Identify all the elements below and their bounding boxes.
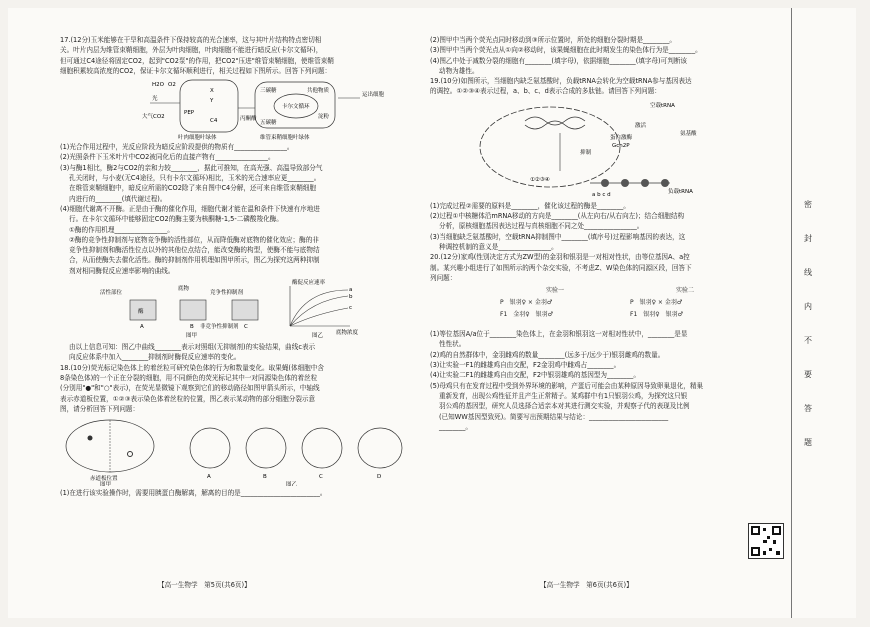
qr-code-pattern (749, 524, 783, 558)
seal-char: 封 (804, 234, 812, 243)
left-column (60, 35, 412, 498)
q18-cont-line: (3)图甲中当两个荧光点从①向②移动时，该果蝇细胞在此时期发生的染色体行为是________。 (430, 46, 702, 55)
label-cell-A: A (207, 474, 211, 481)
exp2-title: 实验二 (675, 287, 694, 295)
label-c5: 五碳糖 (260, 120, 277, 127)
enzyme-inhibitor-diagram (60, 278, 412, 340)
label-activate: 激活 (635, 122, 647, 129)
label-cell-B: B (263, 474, 267, 481)
q18-intro-line: 18.(10分)荧光标记染色体上的着丝粒可研究染色体的行为和数量变化。取果蝇(体细胞中含 (60, 363, 324, 372)
label-substrate-conc: 底物浓度 (336, 330, 359, 337)
label-gcn2p: Gcn2P (612, 142, 630, 149)
q20-question-line: (1)等位基因A/a位于________染色体上，在金羽和银羽这一对相对性状中，________是显 (430, 330, 688, 339)
q20-question-line: 性性状。 (439, 340, 466, 349)
q20-intro-line: 20.(12分)家鸡(性别决定方式为ZW型)的金羽和银羽是一对相对性状，由等位基因A、a控 (430, 253, 690, 262)
q17-question-line: ②酶的竞争性抑制剂与底物竞争酶的活性部位，从而降低酶对底物的催化效应；酶的非 (69, 235, 319, 244)
label-light: 光 (152, 96, 158, 103)
label-o2: O2 (168, 82, 176, 89)
c4-pathway-diagram (60, 78, 412, 140)
label-h2o: H2O (152, 82, 164, 89)
seal-char: 线 (804, 268, 812, 277)
q17-intro-line: 17.(12分)玉米能够在干旱和高温条件下保持较高的光合速率，这与其叶片结构特点密切相 (60, 36, 322, 44)
label-inhibit: 抑制 (580, 149, 592, 156)
right-column (430, 35, 785, 432)
label-export: 运出细胞 (362, 92, 385, 99)
exp1-parents: P 银羽♀ × 金羽♂ (500, 299, 553, 307)
q19-question-line: (3)当细胞缺乏氨基酸时，空载tRNA抑制图中________(填序号)过程影响基因的表达，这 (430, 232, 686, 241)
q20-intro-line: 制。某兴趣小组进行了如图所示的两个杂交实验，不考虑Z、W染色体的同源区段，回答下 (430, 263, 692, 272)
q20-question-line: ________。 (439, 422, 472, 431)
q20-question-line: (4)让实验二F1的雌雄鸡自由交配，F2中银羽雄鸡的基因型为________。 (430, 371, 640, 380)
seal-char: 题 (804, 438, 812, 447)
label-loaded-trna: 负载tRNA (668, 188, 693, 195)
label-active-site: 活性部位 (100, 290, 123, 297)
caption-bundle-sheath: 维管束鞘细胞叶绿体 (260, 135, 310, 141)
label-equatorial-plate: 赤道板位置 (90, 476, 118, 483)
q17-question-line: (2)光照条件下玉米叶片中CO2被同化后的直接产物有________________。 (60, 153, 275, 162)
q20-question-line: (5)母鸡只有在发育过程中受到外界环境的影响，产蛋后可能会由某种原因导致卵巢退化，精巢 (430, 381, 704, 390)
label-kinase: 蛋白激酶 (610, 134, 633, 141)
q17-intro-line: 细胞积累较高浓度的CO2，保证卡尔文循环顺利进行，相关过程如下图所示。回答下列问题： (60, 66, 332, 75)
q19-gene-expression-figure (430, 99, 785, 199)
question-19 (430, 76, 785, 252)
q17-tail-line: 向反应体系中加入________抑制剂时酶促反应速率的变化。 (69, 353, 241, 362)
q17-intro-line: 但可通过C4途径将固定CO2，起到"CO2泵"的作用，把CO2"压进"维管束鞘细胞，使维管束鞘 (60, 56, 334, 65)
curve-b-label: b (349, 294, 353, 301)
q17-question-line: ①酶的作用机理________________。 (69, 225, 174, 234)
q18-question-1: (1)在进行该实验操作时，需要用胰蛋白酶解离，解离的目的是________________________。 (60, 489, 327, 498)
curve-c-label: c (349, 305, 353, 312)
label-process-nums: ①②③④ (530, 176, 550, 183)
label-cell-C: C (319, 474, 323, 481)
exp1-f1: F1 金羽♀ 银羽♂ (500, 311, 554, 319)
q17-question-line: 剂对相同酶促反应速率影响的曲线。 (69, 266, 175, 275)
seal-line (791, 8, 792, 618)
q19-intro-line: 的调控。①②③④表示过程，a、b、c、d表示合成的多肽链。请回答下列问题： (430, 87, 661, 96)
q20-question-line: 重新发育，出现公鸡性征并且产生正常精子。某鸡群中有1只银羽公鸡，为探究这只银 (439, 391, 688, 400)
label-rate: 酶促反应速率 (292, 280, 326, 287)
q17-question-line: 合，从而使酶失去催化活性。酶的抑制剂作用机理如图甲所示，图乙为探究这两种抑制 (69, 256, 320, 265)
q18-cont-line: (4)图乙中处于减数分裂的细胞有________(填字母)，依据细胞________(填字母)可判断该 (430, 56, 688, 65)
exp2-f1: F1 银羽♀ 银羽♂ (630, 311, 684, 319)
seal-char: 答 (804, 404, 812, 413)
q18-intro-line: (分别用"●"和"○"表示)，在荧光显微镜下观察到它们的移动路径如图甲箭头所示，中轴线 (60, 384, 320, 393)
seal-char: 不 (804, 336, 812, 345)
label-y: Y (210, 98, 214, 105)
seal-char: 要 (804, 370, 812, 379)
q17-question-line: (1)光合作用过程中，光反应阶段为暗反应阶段提供的物质有________________。 (60, 143, 294, 152)
label-x: X (210, 88, 214, 95)
caption-jia: 图甲 (100, 482, 112, 487)
seal-char: 密 (804, 200, 812, 209)
q19-question-line: 分析，原核细胞基因表达过程与真核细胞不同之处________________。 (439, 222, 644, 231)
q18-intro-line: 表示赤道板位置，①②③表示染色体着丝粒的位置，图乙表示某动物的部分细胞分裂示意 (60, 394, 316, 403)
q18-cont-line: (2)图甲中当两个荧光点同时移动到③所示位置时，所处的细胞分裂时期是________。 (430, 36, 677, 44)
q18-cell-division-figure (60, 416, 412, 486)
q17-tail-line: 由以上信息可知：图乙中曲线________表示对照组(无抑制剂)的实验结果，曲线c表示 (69, 343, 316, 352)
exam-sheet (8, 8, 856, 618)
q17-enzyme-inhibitor-figure (60, 278, 412, 340)
label-cell-D: D (377, 474, 382, 481)
qr-code (748, 523, 784, 559)
question-18 (60, 363, 412, 499)
q18-cont-line: 动物为雄性。 (439, 66, 479, 75)
exp1-title: 实验一 (545, 287, 564, 295)
q17-intro-line: 关。叶片内层为维管束鞘细胞，外层为叶肉细胞，叶肉细胞不能进行暗反应(卡尔文循环)， (60, 46, 323, 55)
seal-char: 内 (804, 302, 812, 311)
label-c4: C4 (210, 118, 218, 125)
q17-photosynthesis-figure (60, 78, 412, 140)
label-B: B (190, 324, 194, 331)
curve-a-label: a (349, 287, 353, 294)
page-footer-right: 【高一生物学 第6页(共6页)】 (540, 581, 633, 589)
exp2-parents: P 银羽♀ × 金羽♂ (630, 299, 683, 307)
label-pep: PEP (184, 110, 195, 117)
label-c3: 三碳糖 (260, 88, 277, 95)
question-17 (60, 35, 412, 363)
q19-question-line: (1)完成过程②需要的原料是________，催化该过程的酶是________。 (430, 201, 630, 210)
caption-yi: 图乙 (286, 482, 298, 487)
caption-jia: 图甲 (186, 333, 198, 340)
cell-division-diagram (60, 416, 412, 486)
experiment-2 (630, 285, 740, 321)
q20-intro-line: 列问题： (430, 273, 457, 282)
q20-question-line: (3)让实验一F1的雌雄鸡自由交配，F2金羽鸡中雌鸡占________。 (430, 361, 621, 370)
experiment-1 (500, 285, 610, 321)
q20-cross-experiments (430, 285, 785, 327)
label-noncompetitive: 非竞争性抑制剂 (200, 324, 239, 331)
q17-question-line: 行。在卡尔文循环中能够固定CO2的酶主要为核酮糖-1,5-二磷酸羧化酶。 (69, 215, 283, 224)
q18-intro-line: 8条染色体)的一个正在分裂的细胞，用不同颜色的荧光标记其中一对同源染色体的着丝粒 (60, 373, 318, 382)
label-pyruvate: 丙酮酸 (240, 116, 257, 123)
label-enzyme: 酶 (138, 309, 144, 316)
q19-intro-line: 19.(10分)如图所示，当细胞内缺乏氨基酸时，负载tRNA会转化为空载tRNA参与基因表达 (430, 77, 692, 86)
label-sugar: 共他物质 (307, 88, 330, 95)
q17-question-line: (4)细胞代谢离不开酶。正是由于酶的催化作用，细胞代谢才能在温和条件下快速有序地进 (60, 204, 320, 213)
q20-question-line: 羽公鸡的基因型，研究人员选择合适亲本对其进行测交实验，并观察子代的表现及比例 (439, 402, 690, 411)
q18-intro-line: 图，请分析回答下列问题： (60, 404, 140, 413)
label-A: A (140, 324, 144, 331)
q17-question-line: 竞争性抑制剂和酶活性位点以外的其他位点结合，能改变酶的构型，使酶不能与底物结 (69, 246, 320, 255)
question-20 (430, 252, 785, 432)
q19-question-line: 种调控机制的意义是________________。 (439, 242, 558, 251)
q17-question-line: 在维管束鞘细胞中，暗反应所需的CO2除了来自图中C4分解，还可来自维管束鞘细胞 (69, 184, 316, 193)
q17-question-line: 孔关闭时，与小麦(无C4途径，只有卡尔文循环)相比，玉米的光合速率应更________。 (69, 174, 321, 183)
caption-mesophyll: 叶肉细胞叶绿体 (178, 135, 217, 141)
label-amino-acid: 氨基酸 (680, 130, 697, 137)
label-competitive: 竞争性抑制剂 (210, 290, 244, 297)
q19-question-line: (2)过程①中核糖体沿mRNA移动的方向是________(从左向右/从右向左)；结合细胞结构 (430, 212, 685, 221)
seal-notice (801, 198, 815, 470)
label-empty-trna: 空载tRNA (650, 102, 675, 109)
label-calvin: 卡尔文循环 (282, 104, 310, 111)
label-co2-air: 大气CO2 (142, 114, 165, 121)
label-substrate: 底物 (178, 286, 190, 293)
q20-question-line: (已知WW基因型致死)。简要写出预期结果与结论：________________________ (439, 412, 669, 421)
q17-question-line: (3)与酶1相比，酶2与CO2的亲和力较________，据此可推知，在高光强、高温导致部分气 (60, 163, 323, 172)
caption-yi: 图乙 (312, 333, 324, 340)
label-starch: 淀粉 (318, 114, 330, 121)
page-footer-left: 【高一生物学 第5页(共6页)】 (158, 581, 251, 589)
label-peptides: a b c d (592, 191, 611, 198)
label-C: C (244, 324, 248, 331)
q20-question-line: (2)鸡的自然群体中，金羽雌鸡的数量________(远多于/远少于)银羽雌鸡的数量。 (430, 350, 665, 359)
gene-regulation-diagram (430, 99, 785, 199)
q17-question-line: 内进行的________(填代谢过程)。 (69, 194, 167, 203)
